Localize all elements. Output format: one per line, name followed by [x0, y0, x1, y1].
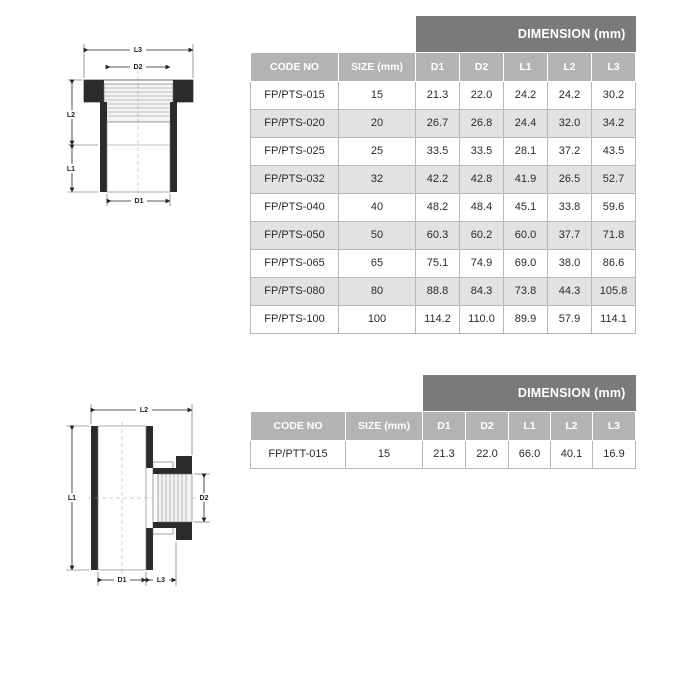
table-row [251, 81, 636, 109]
label-l1: L1 [66, 166, 76, 173]
cell-d1: 21.3 [416, 81, 460, 109]
cell-d2: 42.8 [460, 165, 504, 193]
label-l3: L3 [133, 47, 143, 54]
cell-l3: 114.1 [592, 305, 636, 333]
col-size: SIZE (mm) [346, 411, 423, 440]
table-row [251, 221, 636, 249]
cell-l2: 24.2 [548, 81, 592, 109]
cell-d1: 114.2 [416, 305, 460, 333]
col-l3: L3 [592, 52, 636, 81]
cell-l3: 86.6 [592, 249, 636, 277]
dimension-header: DIMENSION (mm) [416, 16, 636, 52]
label-d2: D2 [199, 495, 209, 502]
table-row [251, 440, 636, 468]
table-header-row [251, 52, 636, 81]
cell-code: FP/PTS-050 [251, 221, 339, 249]
cell-size: 25 [339, 137, 416, 165]
label-l2: L2 [139, 407, 149, 414]
label-l2: L2 [66, 112, 76, 119]
cell-l3: 71.8 [592, 221, 636, 249]
cell-d1: 42.2 [416, 165, 460, 193]
col-l2: L2 [548, 52, 592, 81]
cell-size: 15 [339, 81, 416, 109]
cell-l2: 38.0 [548, 249, 592, 277]
col-l2: L2 [551, 411, 593, 440]
cell-l3: 43.5 [592, 137, 636, 165]
cell-l1: 24.4 [504, 109, 548, 137]
cell-d2: 60.2 [460, 221, 504, 249]
table-header-row [251, 411, 636, 440]
col-d2: D2 [466, 411, 509, 440]
cell-l2: 26.5 [548, 165, 592, 193]
table-row [251, 277, 636, 305]
cell-l1: 89.9 [504, 305, 548, 333]
col-size: SIZE (mm) [339, 52, 416, 81]
cell-size: 65 [339, 249, 416, 277]
cell-l2: 37.2 [548, 137, 592, 165]
cell-l2: 37.7 [548, 221, 592, 249]
cell-d2: 48.4 [460, 193, 504, 221]
cell-l2: 40.1 [551, 440, 593, 468]
cell-size: 15 [346, 440, 423, 468]
cell-code: FP/PTS-025 [251, 137, 339, 165]
cell-code: FP/PTS-080 [251, 277, 339, 305]
label-d1: D1 [117, 577, 127, 584]
cell-d2: 84.3 [460, 277, 504, 305]
cell-l2: 44.3 [548, 277, 592, 305]
cell-l3: 105.8 [592, 277, 636, 305]
cell-code: FP/PTS-100 [251, 305, 339, 333]
col-l1: L1 [509, 411, 551, 440]
col-l3: L3 [593, 411, 636, 440]
cell-l3: 34.2 [592, 109, 636, 137]
cell-l1: 28.1 [504, 137, 548, 165]
cell-l1: 69.0 [504, 249, 548, 277]
cell-code: FP/PTS-040 [251, 193, 339, 221]
cell-l3: 30.2 [592, 81, 636, 109]
cell-l1: 66.0 [509, 440, 551, 468]
cell-d1: 60.3 [416, 221, 460, 249]
table-row [251, 305, 636, 333]
cell-l1: 45.1 [504, 193, 548, 221]
cell-l1: 41.9 [504, 165, 548, 193]
cell-d2: 33.5 [460, 137, 504, 165]
cell-d2: 22.0 [466, 440, 509, 468]
cell-l2: 32.0 [548, 109, 592, 137]
cell-size: 32 [339, 165, 416, 193]
cell-d1: 75.1 [416, 249, 460, 277]
ptt-dimension-table [250, 375, 636, 469]
cell-l2: 33.8 [548, 193, 592, 221]
cell-l3: 59.6 [592, 193, 636, 221]
cell-size: 20 [339, 109, 416, 137]
pts-dimension-table [250, 16, 636, 334]
cell-d2: 26.8 [460, 109, 504, 137]
cell-code: FP/PTS-065 [251, 249, 339, 277]
cell-d1: 26.7 [416, 109, 460, 137]
cell-code: FP/PTS-015 [251, 81, 339, 109]
cell-d1: 88.8 [416, 277, 460, 305]
col-d1: D1 [416, 52, 460, 81]
table-row [251, 165, 636, 193]
cell-l2: 57.9 [548, 305, 592, 333]
label-d2: D2 [133, 64, 143, 71]
col-l1: L1 [504, 52, 548, 81]
table-row [251, 137, 636, 165]
cell-code: FP/PTS-032 [251, 165, 339, 193]
cell-code: FP/PTS-020 [251, 109, 339, 137]
label-l1: L1 [67, 495, 77, 502]
cell-d2: 74.9 [460, 249, 504, 277]
dimension-header: DIMENSION (mm) [423, 375, 636, 411]
table-row [251, 249, 636, 277]
cell-d1: 33.5 [416, 137, 460, 165]
cell-d1: 21.3 [423, 440, 466, 468]
label-l3: L3 [156, 577, 166, 584]
cell-d2: 22.0 [460, 81, 504, 109]
table-row [251, 193, 636, 221]
cell-l1: 24.2 [504, 81, 548, 109]
label-d1: D1 [134, 198, 144, 205]
col-d2: D2 [460, 52, 504, 81]
cell-size: 40 [339, 193, 416, 221]
cell-size: 50 [339, 221, 416, 249]
cell-l1: 73.8 [504, 277, 548, 305]
cell-size: 100 [339, 305, 416, 333]
threaded-tee-diagram [58, 400, 218, 590]
col-d1: D1 [423, 411, 466, 440]
col-code-no: CODE NO [251, 411, 346, 440]
socket-adaptor-diagram [60, 40, 210, 210]
cell-l3: 52.7 [592, 165, 636, 193]
cell-l1: 60.0 [504, 221, 548, 249]
cell-size: 80 [339, 277, 416, 305]
cell-d1: 48.2 [416, 193, 460, 221]
cell-l3: 16.9 [593, 440, 636, 468]
table-row [251, 109, 636, 137]
cell-d2: 110.0 [460, 305, 504, 333]
cell-code: FP/PTT-015 [251, 440, 346, 468]
col-code-no: CODE NO [251, 52, 339, 81]
